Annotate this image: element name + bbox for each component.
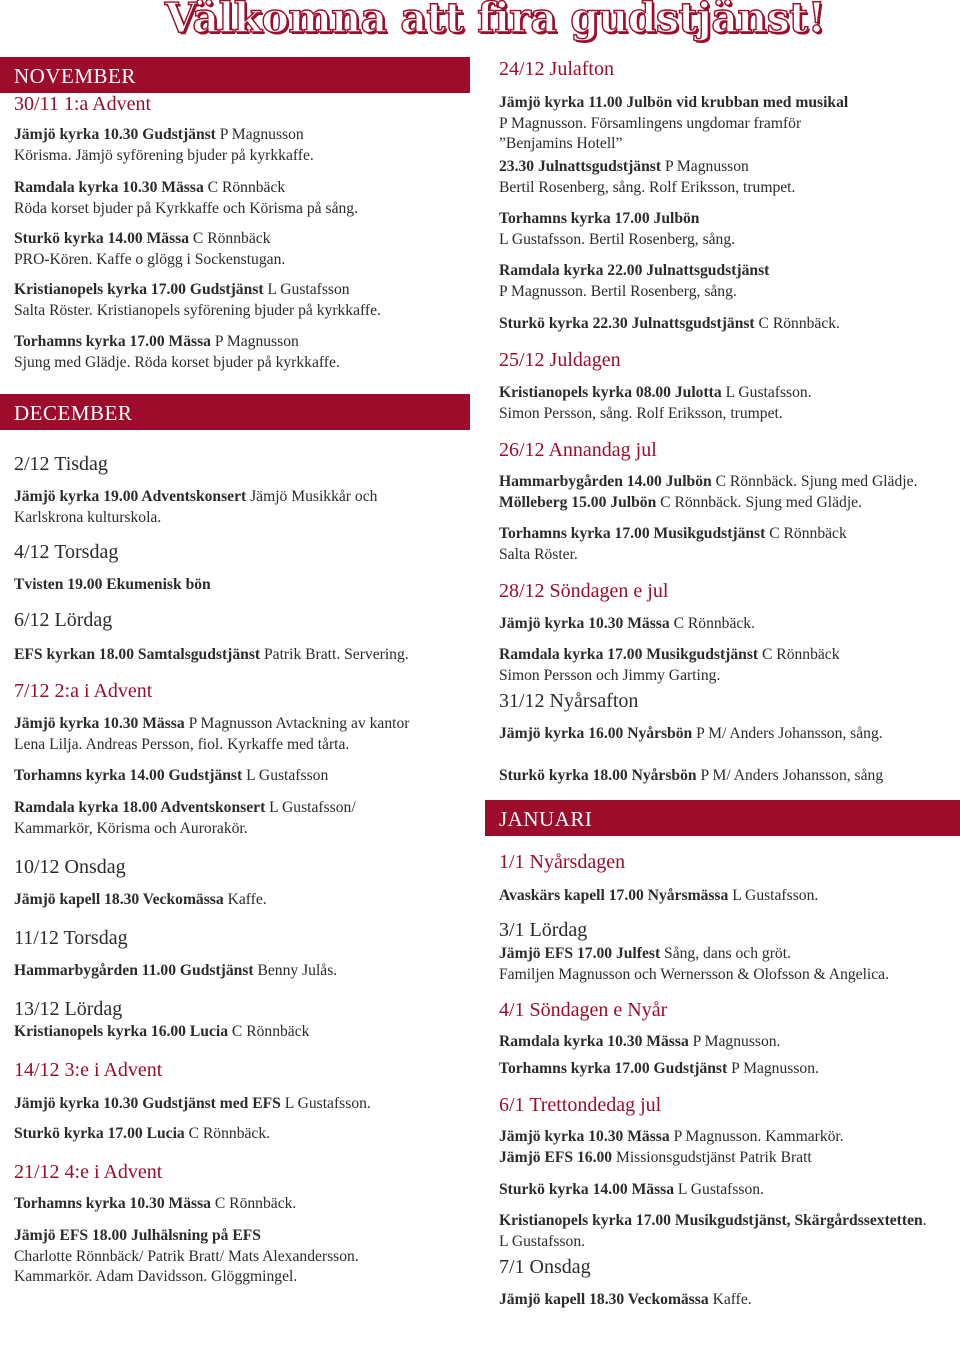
service-note: ”Benjamins Hotell”: [499, 135, 623, 152]
date-heading: 13/12 Lördag: [14, 998, 123, 1020]
service-detail: L Gustafsson.: [728, 887, 819, 904]
date-heading: 24/12 Julafton: [499, 58, 614, 80]
service-note: Salta Röster.: [499, 545, 578, 563]
service-detail: .: [922, 1212, 927, 1229]
service-entry: [485, 1290, 960, 1311]
service-entry: [0, 714, 470, 755]
service-label: Sturkö kyrka 14.00 Mässa: [14, 230, 190, 247]
service-label: Sturkö kyrka 22.30 Julnattsgudstjänst: [499, 315, 755, 332]
service-label: Kristianopels kyrka 08.00 Julotta: [499, 384, 722, 401]
service-entry: [0, 890, 470, 911]
service-detail: C Rönnbäck: [203, 179, 286, 196]
service-label: Avaskärs kapell 17.00 Nyårsmässa: [499, 887, 729, 904]
service-note: Kammarkör. Adam Davidsson. Glöggmingel.: [14, 1268, 298, 1285]
service-detail: Kaffe.: [223, 891, 267, 908]
service-entry: [485, 1127, 960, 1168]
service-label: Hammarbygården 14.00 Julbön: [499, 473, 712, 490]
service-detail: Benny Julås.: [253, 962, 338, 979]
service-entry: [485, 944, 960, 985]
service-entry: [485, 472, 960, 513]
service-entry: [485, 93, 960, 155]
service-entry: [485, 886, 960, 907]
service-label: Kristianopels kyrka 17.00 Musikgudstjänst, Skärgårdssextetten: [499, 1212, 923, 1229]
service-entry: [0, 575, 470, 596]
service-label: Kristianopels kyrka 17.00 Gudstjänst: [14, 281, 264, 298]
service-detail: P M/ Anders Johansson, sång: [696, 767, 884, 784]
service-detail: P Magnusson: [661, 158, 749, 175]
service-note: Simon Persson, sång. Rolf Eriksson, trumpet.: [499, 404, 783, 422]
service-detail: L Gustafsson: [263, 281, 350, 298]
service-detail: P Magnusson: [210, 333, 299, 350]
service-entry: [0, 766, 470, 787]
date-heading: 4/12 Torsdag: [14, 541, 119, 563]
service-detail: P Magnusson.: [688, 1033, 781, 1050]
service-note: L Gustafsson. Bertil Rosenberg, sång.: [499, 230, 736, 248]
service-label: Tvisten 19.00 Ekumenisk bön: [14, 576, 211, 593]
service-label: Ramdala kyrka 17.00 Musikgudstjänst: [499, 646, 759, 663]
date-heading: 6/1 Trettondedag jul: [499, 1094, 662, 1116]
month-banner: NOVEMBER: [0, 57, 470, 93]
service-note: P Magnusson. Församlingens ungdomar framför: [499, 114, 802, 132]
service-detail: P M/ Anders Johansson, sång.: [692, 725, 883, 742]
service-entry: [485, 157, 960, 198]
service-detail: P Magnusson. Kammarkör.: [669, 1128, 844, 1145]
service-entry: [485, 724, 960, 745]
service-label: Kristianopels kyrka 16.00 Lucia: [14, 1023, 229, 1040]
date-heading: 26/12 Annandag jul: [499, 439, 657, 461]
service-label: Torhamns kyrka 14.00 Gudstjänst: [14, 767, 243, 784]
service-label: Jämjö kapell 18.30 Veckomässa: [499, 1291, 709, 1308]
service-label: Torhamns kyrka 17.00 Gudstjänst: [499, 1060, 728, 1077]
service-note: Karlskrona kulturskola.: [14, 508, 162, 526]
service-label: 23.30 Julnattsgudstjänst: [499, 158, 662, 175]
service-entry: [0, 178, 470, 219]
service-entry: [485, 1032, 960, 1053]
service-entry: [485, 314, 960, 335]
service-entry: [485, 645, 960, 686]
service-note: Röda korset bjuder på Kyrkkaffe och Körisma på sång.: [14, 199, 358, 217]
service-entry: [0, 961, 470, 982]
service-label: Jämjö kyrka 10.30 Gudstjänst: [14, 126, 216, 143]
service-detail: L Gustafsson.: [674, 1181, 764, 1198]
service-label: Jämjö kyrka 19.00 Adventskonsert: [14, 488, 247, 505]
service-detail: Sång, dans och gröt.: [660, 945, 791, 962]
service-label: Jämjö kapell 18.30 Veckomässa: [14, 891, 224, 908]
date-heading: 1/1 Nyårsdagen: [499, 851, 626, 873]
service-note: Sjung med Glädje. Röda korset bjuder på kyrkkaffe.: [14, 353, 340, 371]
service-label: Jämjö EFS 18.00 Julhälsning på EFS: [14, 1227, 261, 1244]
service-label: Jämjö EFS 17.00 Julfest: [499, 945, 661, 962]
service-entry: [0, 229, 470, 270]
service-entry: [0, 1226, 470, 1288]
service-detail: P Magnusson: [215, 126, 304, 143]
service-detail: C Rönnbäck: [765, 525, 847, 542]
service-detail: Jämjö Musikkår och: [246, 488, 378, 505]
service-entry: [0, 645, 470, 666]
service-label: Jämjö EFS 16.00: [499, 1148, 613, 1166]
date-heading: 10/12 Onsdag: [14, 856, 126, 878]
month-banner: JANUARI: [485, 800, 960, 836]
service-detail: Missionsgudstjänst Patrik Bratt: [612, 1148, 812, 1166]
service-entry: [0, 1194, 470, 1215]
service-label: Jämjö kyrka 10.30 Mässa: [499, 1128, 670, 1145]
service-entry: [0, 798, 470, 839]
service-entry: [0, 1094, 470, 1115]
service-note: Körisma. Jämjö syförening bjuder på kyrkkaffe.: [14, 146, 314, 164]
service-note: Familjen Magnusson och Wernersson & Olofsson & Angelica.: [499, 965, 889, 983]
service-label: Ramdala kyrka 10.30 Mässa: [499, 1033, 689, 1050]
service-detail: L Gustafsson: [242, 767, 329, 784]
service-entry: [485, 261, 960, 302]
service-entry: [0, 332, 470, 373]
date-heading: 6/12 Lördag: [14, 609, 113, 631]
service-entry: [485, 1180, 960, 1201]
service-detail: C Rönnbäck.: [669, 615, 755, 632]
service-label: Jämjö kyrka 10.30 Mässa: [14, 715, 185, 732]
service-detail: P Magnusson Avtackning av kantor: [184, 715, 410, 732]
service-detail: Patrik Bratt. Servering.: [260, 646, 409, 663]
service-note: Charlotte Rönnbäck/ Patrik Bratt/ Mats Alexandersson.: [14, 1247, 359, 1265]
date-heading: 25/12 Juldagen: [499, 349, 621, 371]
date-heading: 2/12 Tisdag: [14, 453, 108, 475]
service-label: Jämjö kyrka 11.00 Julbön vid krubban med musikal: [499, 94, 849, 111]
date-heading: 3/1 Lördag: [499, 919, 588, 941]
service-label: Sturkö kyrka 17.00 Lucia: [14, 1125, 185, 1142]
service-detail: C Rönnbäck.: [754, 315, 840, 332]
date-heading: 7/1 Onsdag: [499, 1256, 591, 1278]
service-entry: [485, 383, 960, 424]
service-label: EFS kyrkan 18.00 Samtalsgudstjänst: [14, 646, 261, 663]
service-note: Salta Röster. Kristianopels syförening bjuder på kyrkkaffe.: [14, 301, 381, 319]
service-detail: C Rönnbäck.: [184, 1125, 271, 1142]
date-heading: 21/12 4:e i Advent: [14, 1161, 163, 1183]
service-label: Torhamns kyrka 17.00 Musikgudstjänst: [499, 525, 766, 542]
service-entry: [485, 209, 960, 250]
service-detail: C Rönnbäck. Sjung med Glädje.: [656, 493, 862, 511]
service-detail: L Gustafsson/: [265, 799, 356, 816]
right-column: [485, 0, 960, 1346]
service-label: Jämjö kyrka 16.00 Nyårsbön: [499, 725, 693, 742]
date-heading: 14/12 3:e i Advent: [14, 1059, 163, 1081]
date-heading: 31/12 Nyårsafton: [499, 690, 639, 712]
service-label: Torhamns kyrka 17.00 Mässa: [14, 333, 211, 350]
service-note: Simon Persson och Jimmy Garting.: [499, 666, 721, 684]
date-heading: 30/11 1:a Advent: [14, 93, 152, 115]
service-entry: [485, 1059, 960, 1080]
service-note: PRO-Kören. Kaffe o glögg i Sockenstugan.: [14, 250, 286, 268]
service-label: Ramdala kyrka 18.00 Adventskonsert: [14, 799, 266, 816]
service-detail: C Rönnbäck: [189, 230, 271, 247]
service-label: Ramdala kyrka 10.30 Mässa: [14, 179, 204, 196]
service-label: Ramdala kyrka 22.00 Julnattsgudstjänst: [499, 262, 770, 279]
service-line: [499, 1148, 954, 1169]
service-label: Hammarbygården 11.00 Gudstjänst: [14, 962, 254, 979]
date-heading: 7/12 2:a i Advent: [14, 680, 153, 702]
service-note: P Magnusson. Bertil Rosenberg, sång.: [499, 282, 737, 300]
service-detail: Kaffe.: [708, 1291, 752, 1308]
date-heading: 4/1 Söndagen e Nyår: [499, 999, 668, 1021]
left-column: [0, 0, 470, 1346]
service-line: [499, 493, 954, 514]
service-detail: L Gustafsson.: [721, 384, 812, 401]
service-entry: [485, 524, 960, 565]
service-entry: [485, 614, 960, 635]
service-entry: [0, 280, 470, 321]
service-detail: C Rönnbäck: [228, 1023, 310, 1040]
service-label: Jämjö kyrka 10.30 Mässa: [499, 615, 670, 632]
service-detail: C Rönnbäck.: [210, 1195, 297, 1212]
service-detail: P Magnusson.: [727, 1060, 819, 1077]
service-label: Mölleberg 15.00 Julbön: [499, 493, 657, 511]
service-label: Jämjö kyrka 10.30 Gudstjänst med EFS: [14, 1095, 281, 1112]
service-detail: C Rönnbäck: [758, 646, 840, 663]
service-entry: [0, 1124, 470, 1145]
date-heading: 11/12 Torsdag: [14, 927, 128, 949]
service-note: L Gustafsson.: [499, 1232, 586, 1250]
service-note: Bertil Rosenberg, sång. Rolf Eriksson, trumpet.: [499, 178, 796, 196]
service-entry: [0, 487, 470, 528]
service-entry: [485, 766, 960, 787]
service-entry: [485, 1211, 960, 1252]
month-banner: DECEMBER: [0, 394, 470, 430]
service-detail: C Rönnbäck. Sjung med Glädje.: [711, 473, 918, 490]
service-label: Sturkö kyrka 14.00 Mässa: [499, 1181, 675, 1198]
service-entry: [0, 125, 470, 166]
service-note: Kammarkör, Körisma och Aurorakör.: [14, 819, 248, 837]
service-label: Sturkö kyrka 18.00 Nyårsbön: [499, 767, 697, 784]
service-detail: L Gustafsson.: [280, 1095, 371, 1112]
service-entry: [0, 1022, 470, 1043]
service-label: Torhamns kyrka 17.00 Julbön: [499, 210, 700, 227]
page-title: Välkomna att fira gudstjänst!: [164, 0, 826, 42]
service-note: Lena Lilja. Andreas Persson, fiol. Kyrkaffe med tårta.: [14, 735, 350, 753]
service-label: Torhamns kyrka 10.30 Mässa: [14, 1195, 211, 1212]
date-heading: 28/12 Söndagen e jul: [499, 580, 669, 602]
